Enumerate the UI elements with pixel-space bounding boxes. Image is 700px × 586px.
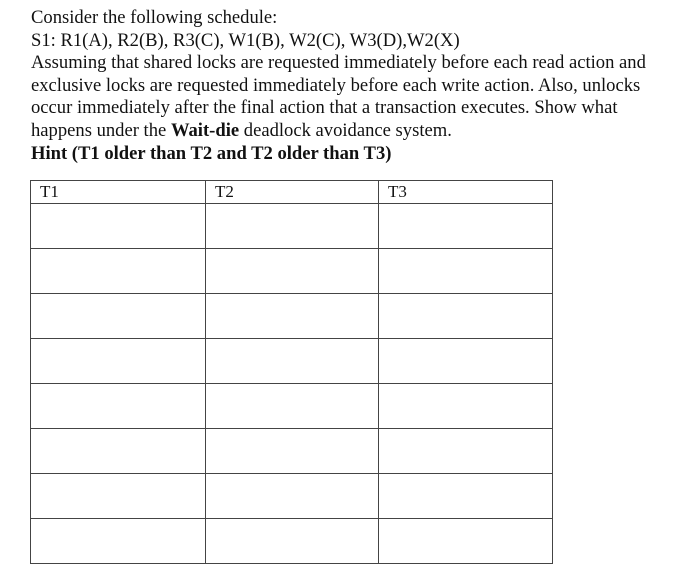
schedule-line: S1: R1(A), R2(B), R3(C), W1(B), W2(C), W3(D),W2(X) xyxy=(31,29,460,51)
table-cell xyxy=(379,429,553,474)
column-header-t3: T3 xyxy=(379,181,553,204)
assumption-line-3: occur immediately after the final action that a transaction executes. Show what xyxy=(31,97,618,119)
assumption-line-1: Assuming that shared locks are requested immediately before each read action and xyxy=(31,52,646,74)
table-row xyxy=(31,429,553,474)
assumption-line-2: exclusive locks are requested immediately before each write action. Also, unlocks xyxy=(31,74,641,96)
table-header-row xyxy=(31,181,553,204)
task-line xyxy=(31,120,691,143)
table-row xyxy=(31,474,553,519)
table-cell xyxy=(31,519,206,564)
table-cell xyxy=(31,429,206,474)
table-row xyxy=(31,339,553,384)
table-row xyxy=(31,204,553,249)
table-row xyxy=(31,294,553,339)
table-cell xyxy=(206,429,379,474)
column-header-t2: T2 xyxy=(206,181,379,204)
hint-text: Hint (T1 older than T2 and T2 older than T3) xyxy=(31,142,392,164)
table-cell xyxy=(206,249,379,294)
task-suffix: deadlock avoidance system. xyxy=(239,119,452,141)
column-header-t1: T1 xyxy=(31,181,206,204)
table-cell xyxy=(31,384,206,429)
table-row xyxy=(31,249,553,294)
table-cell xyxy=(206,384,379,429)
table-cell xyxy=(206,474,379,519)
task-prefix: happens under the xyxy=(31,119,171,141)
table-cell xyxy=(206,339,379,384)
task-bold-term: Wait-die xyxy=(170,119,240,141)
question-intro: Consider the following schedule: xyxy=(31,7,278,28)
table-cell xyxy=(31,249,206,294)
table-row xyxy=(31,519,553,564)
hint-line xyxy=(31,143,691,166)
schedule-table xyxy=(30,180,553,564)
table-cell xyxy=(31,294,206,339)
table-cell xyxy=(379,519,553,564)
table-cell xyxy=(31,339,206,384)
table-cell xyxy=(379,384,553,429)
table-cell xyxy=(31,204,206,249)
table-cell xyxy=(379,474,553,519)
table-cell xyxy=(31,474,206,519)
table-cell xyxy=(379,204,553,249)
table-cell xyxy=(206,294,379,339)
table-cell xyxy=(379,339,553,384)
table-cell xyxy=(206,519,379,564)
table-cell xyxy=(379,249,553,294)
table-cell xyxy=(379,294,553,339)
table-row xyxy=(31,384,553,429)
question-text xyxy=(31,7,691,165)
table-cell xyxy=(206,204,379,249)
